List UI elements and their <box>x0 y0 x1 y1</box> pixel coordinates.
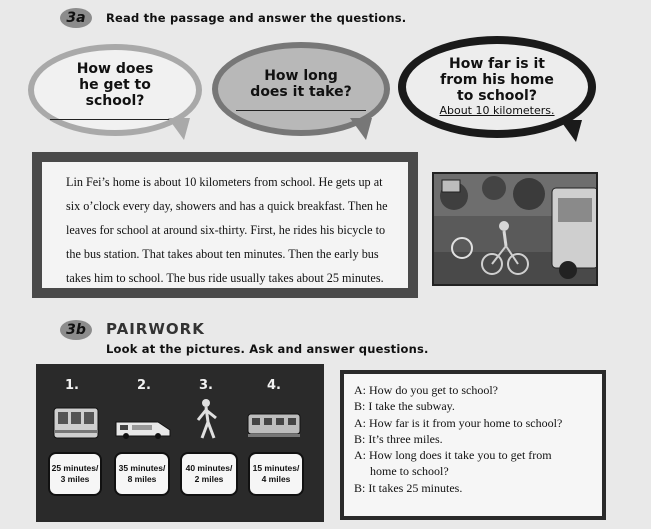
example-dialog <box>344 374 602 516</box>
reading-passage-frame <box>32 152 418 298</box>
dialog-line: A: How far is it from your home to school? <box>354 415 563 430</box>
card-distance: 8 miles <box>127 474 157 484</box>
card-time: 35 minutes/ <box>118 463 166 473</box>
dialog-line: B: It’s three miles. <box>354 431 443 446</box>
travel-info-card <box>114 452 170 496</box>
section-3a-instruction: Read the passage and answer the questions. <box>106 11 407 25</box>
pairwork-title: PAIRWORK <box>106 320 205 338</box>
card-distance: 4 miles <box>261 474 291 484</box>
bubble-line: How long <box>264 67 338 84</box>
picture-number: 2. <box>137 378 151 393</box>
dialog-line: B: It takes 25 minutes. <box>354 480 463 495</box>
bubble-tail <box>350 118 372 140</box>
card-distance: 3 miles <box>60 474 90 484</box>
card-time: 40 minutes/ <box>185 463 233 473</box>
card-time: 25 minutes/ <box>51 463 99 473</box>
bus-icon <box>114 414 172 440</box>
bicycle-bus-photo <box>432 172 598 286</box>
bubble-line: from his home <box>440 72 554 88</box>
bubble-line: he get to <box>79 76 151 93</box>
dialog-line: home to school? <box>370 464 449 479</box>
bubble-line: does it take? <box>250 83 352 100</box>
travel-info-card <box>248 452 304 496</box>
dialog-line: A: How long does it take you to get from <box>354 448 552 463</box>
walking-person-icon <box>194 398 220 442</box>
street-scene-illustration <box>434 174 598 286</box>
travel-info-card <box>48 452 102 496</box>
bubble-answer: About 10 kilometers. <box>439 104 555 117</box>
bubble-line: How does <box>76 60 154 77</box>
card-time: 15 minutes/ <box>252 463 300 473</box>
travel-info-card <box>180 452 238 496</box>
card-distance: 2 miles <box>194 474 224 484</box>
train-icon <box>246 410 302 440</box>
bubble-line: to school? <box>457 88 537 104</box>
answer-line <box>236 110 366 111</box>
bubble-line: How far is it <box>449 56 545 72</box>
picture-number: 1. <box>65 378 79 393</box>
picture-number: 4. <box>267 378 281 393</box>
subway-train-icon <box>52 406 100 440</box>
dialog-panel-frame <box>340 370 606 520</box>
section-3b-instruction: Look at the pictures. Ask and answer questions. <box>106 342 429 356</box>
answer-line <box>50 119 180 120</box>
section-badge-3a: 3a <box>60 8 92 28</box>
section-badge-3b: 3b <box>60 320 92 340</box>
dialog-line: B: I take the subway. <box>354 399 455 414</box>
bubble-tail <box>168 118 190 140</box>
picture-number: 3. <box>199 378 213 393</box>
reading-passage: Lin Fei’s home is about 10 kilometers from school. He gets up at six o’clock every day, showers and has a quick breakfast. Then he leaves for school at around six-thirty. First, he rides his bicycle to the bus station. That takes about ten minutes. Then the early bus takes him to school. The bus ride usually takes about 25 minutes. <box>42 162 408 288</box>
dialog-line: A: How do you get to school? <box>354 383 498 397</box>
bubble-tail <box>560 120 582 142</box>
bubble-line: school? <box>85 92 145 109</box>
